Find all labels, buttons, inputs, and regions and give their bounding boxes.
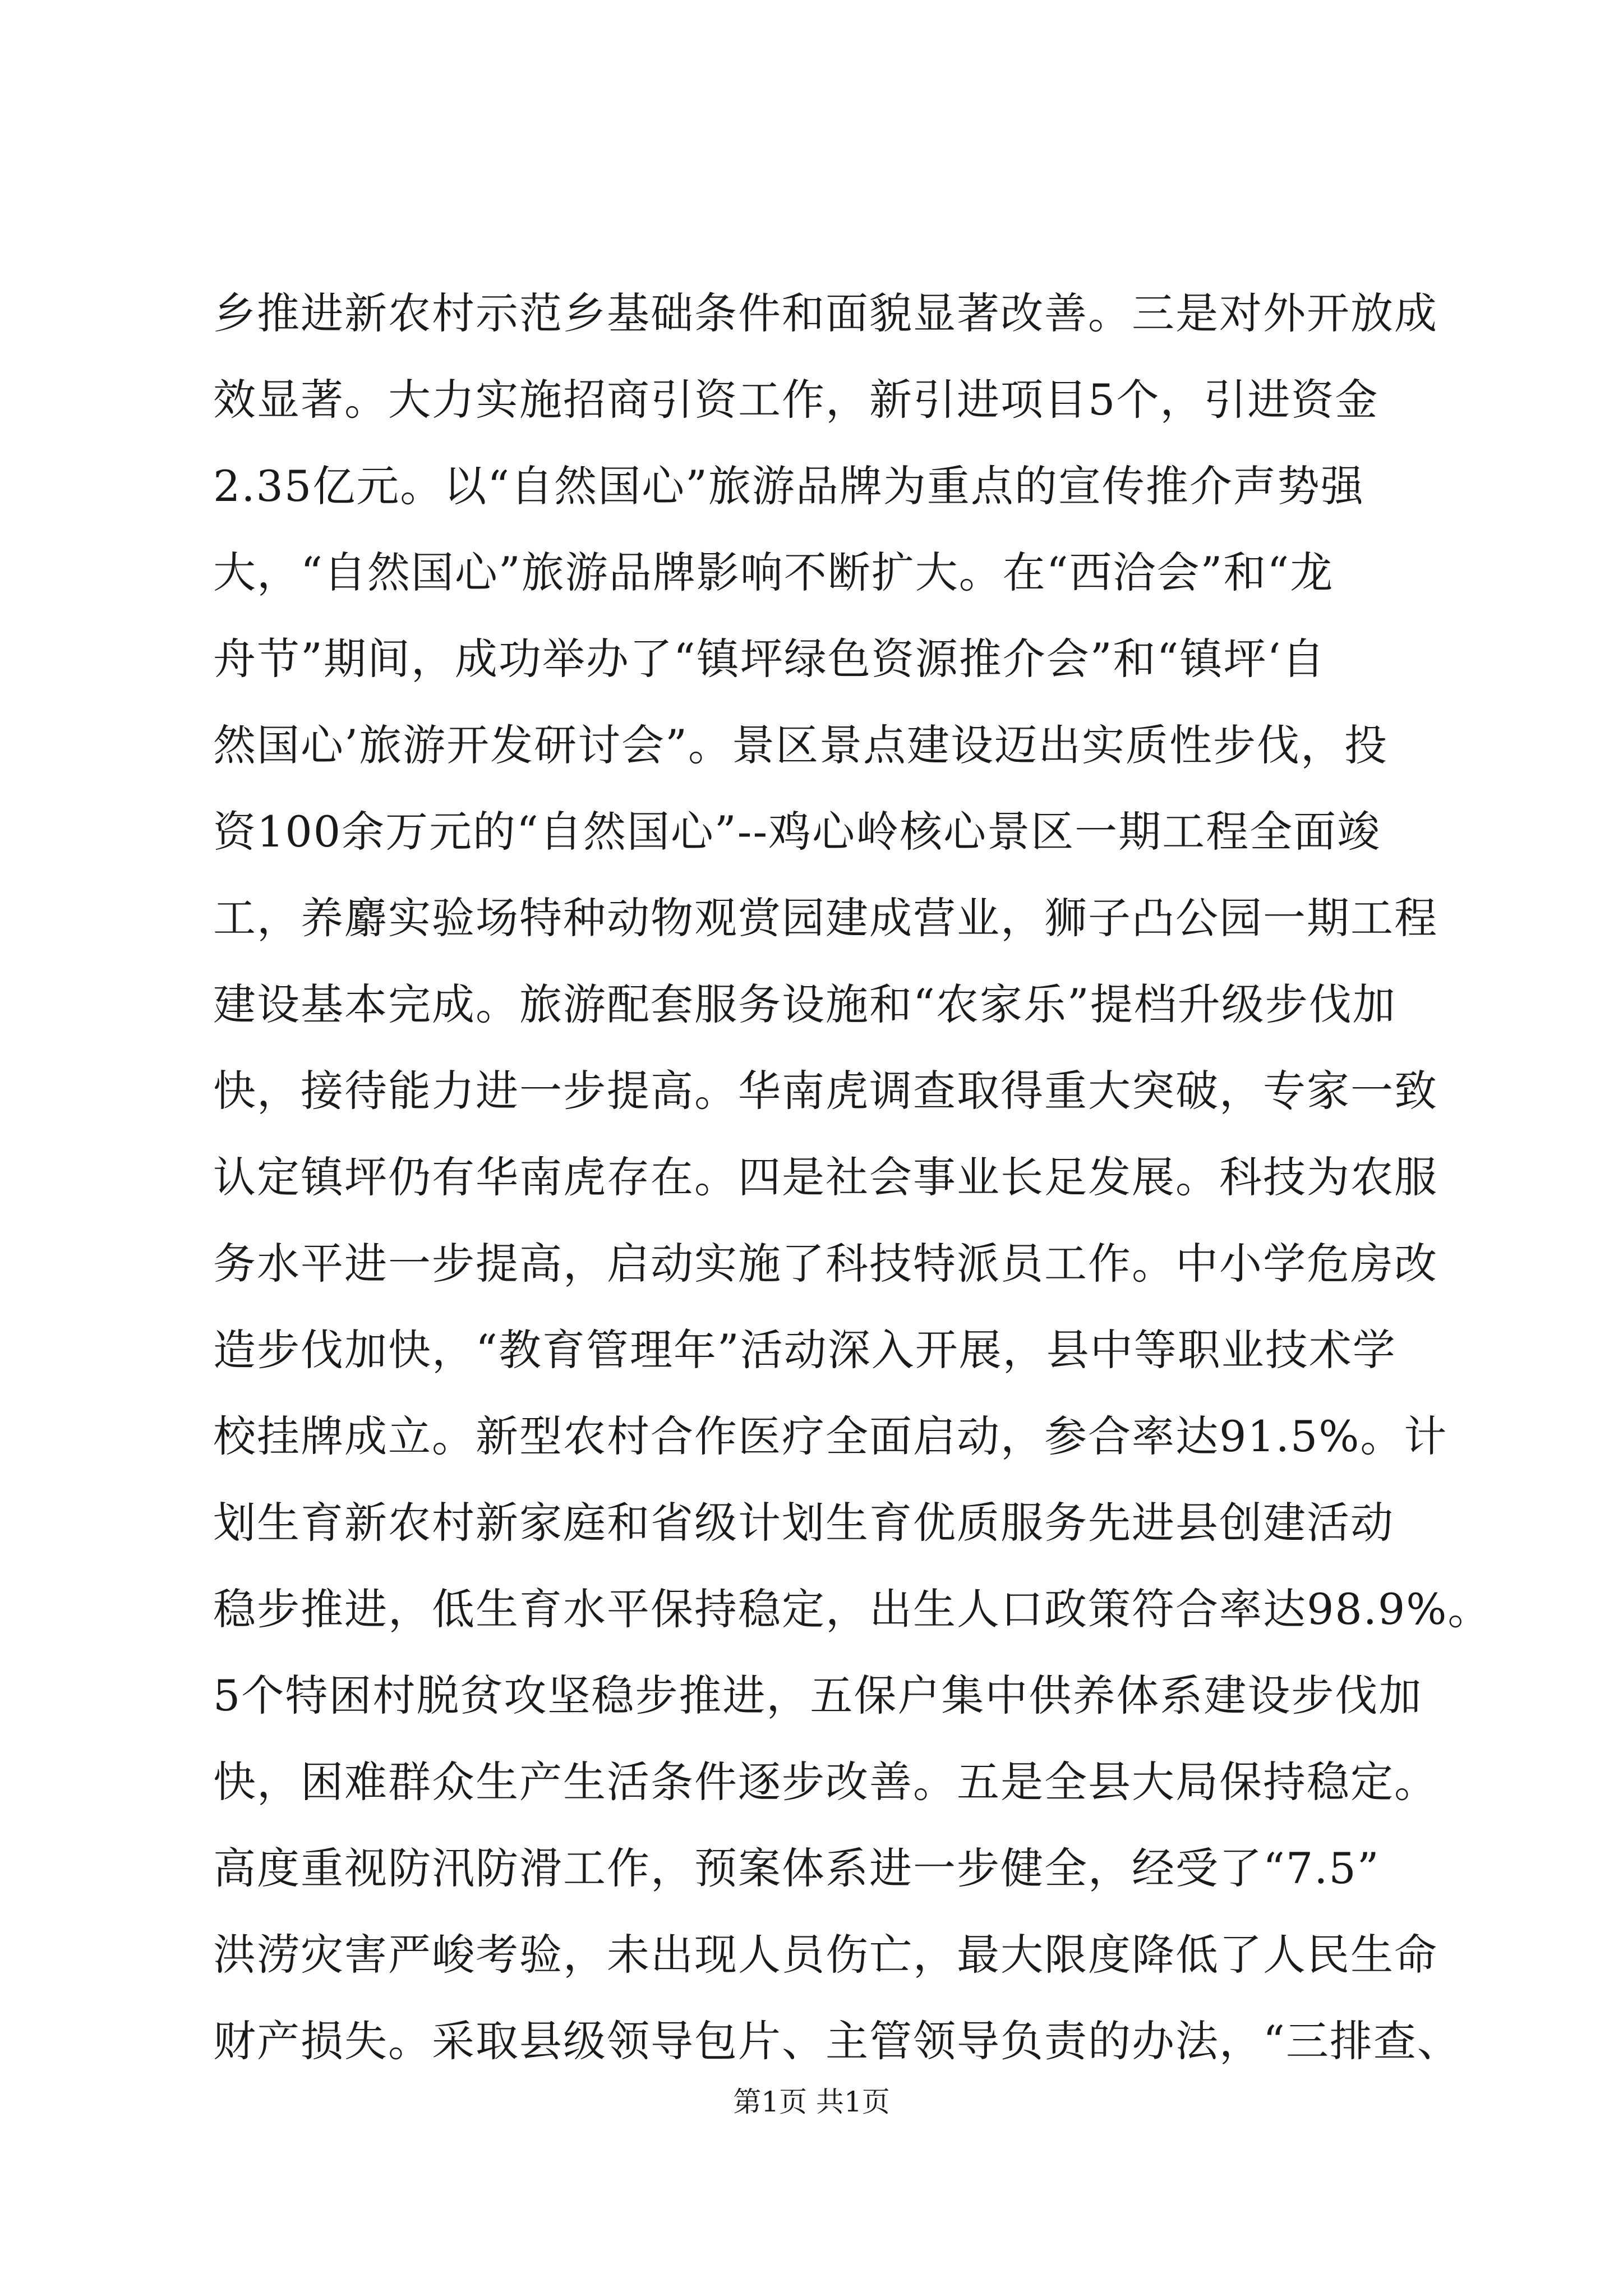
body-line-6: 然国心’旅游开发研讨会”。景区景点建设迈出实质性步伐，投 — [213, 720, 1389, 770]
body-line-14: 校挂牌成立。新型农村合作医疗全面启动，参合率达91.5%。计 — [213, 1411, 1448, 1461]
body-line-15: 划生育新农村新家庭和省级计划生育优质服务先进县创建活动 — [213, 1498, 1394, 1548]
body-line-11: 认定镇坪仍有华南虎存在。四是社会事业长足发展。科技为农服 — [213, 1152, 1438, 1202]
body-line-10: 快，接待能力进一步提高。华南虎调查取得重大突破，专家一致 — [213, 1066, 1438, 1116]
body-line-13: 造步伐加快，“教育管理年”活动深入开展，县中等职业技术学 — [213, 1325, 1396, 1375]
page-number-footer: 第1页 共1页 — [733, 2086, 890, 2118]
body-line-21: 财产损失。采取县级领导包片、主管领导负责的办法，“三排查、 — [213, 2016, 1461, 2066]
body-line-3: 2.35亿元。以“自然国心”旅游品牌为重点的宣传推介声势强 — [213, 461, 1364, 511]
body-line-16: 稳步推进，低生育水平保持稳定，出生人口政策符合率达98.9%。 — [213, 1584, 1492, 1634]
body-line-12: 务水平进一步提高，启动实施了科技特派员工作。中小学危房改 — [213, 1239, 1438, 1289]
body-line-7: 资100余万元的“自然国心”--鸡心岭核心景区一期工程全面竣 — [213, 807, 1381, 857]
body-paragraph — [213, 270, 1492, 2085]
body-line-1: 乡推进新农村示范乡基础条件和面貌显著改善。三是对外开放成 — [213, 288, 1438, 338]
body-line-8: 工，养麝实验场特种动物观赏园建成营业，狮子凸公园一期工程 — [213, 893, 1438, 943]
body-line-2: 效显著。大力实施招商引资工作，新引进项目5个，引进资金 — [213, 375, 1379, 425]
body-line-4: 大，“自然国心”旅游品牌影响不断扩大。在“西洽会”和“龙 — [213, 547, 1334, 597]
body-line-20: 洪涝灾害严峻考验，未出现人员伤亡，最大限度降低了人民生命 — [213, 1930, 1438, 1980]
body-line-9: 建设基本完成。旅游配套服务设施和“农家乐”提档升级步伐加 — [213, 979, 1396, 1029]
body-line-17: 5个特困村脱贫攻坚稳步推进，五保户集中供养体系建设步伐加 — [213, 1671, 1423, 1720]
body-line-18: 快，困难群众生产生活条件逐步改善。五是全县大局保持稳定。 — [213, 1757, 1438, 1807]
body-line-5: 舟节”期间，成功举办了“镇坪绿色资源推介会”和“镇坪‘自 — [213, 634, 1326, 684]
body-line-19: 高度重视防汛防滑工作，预案体系进一步健全，经受了“7.5” — [213, 1843, 1380, 1893]
